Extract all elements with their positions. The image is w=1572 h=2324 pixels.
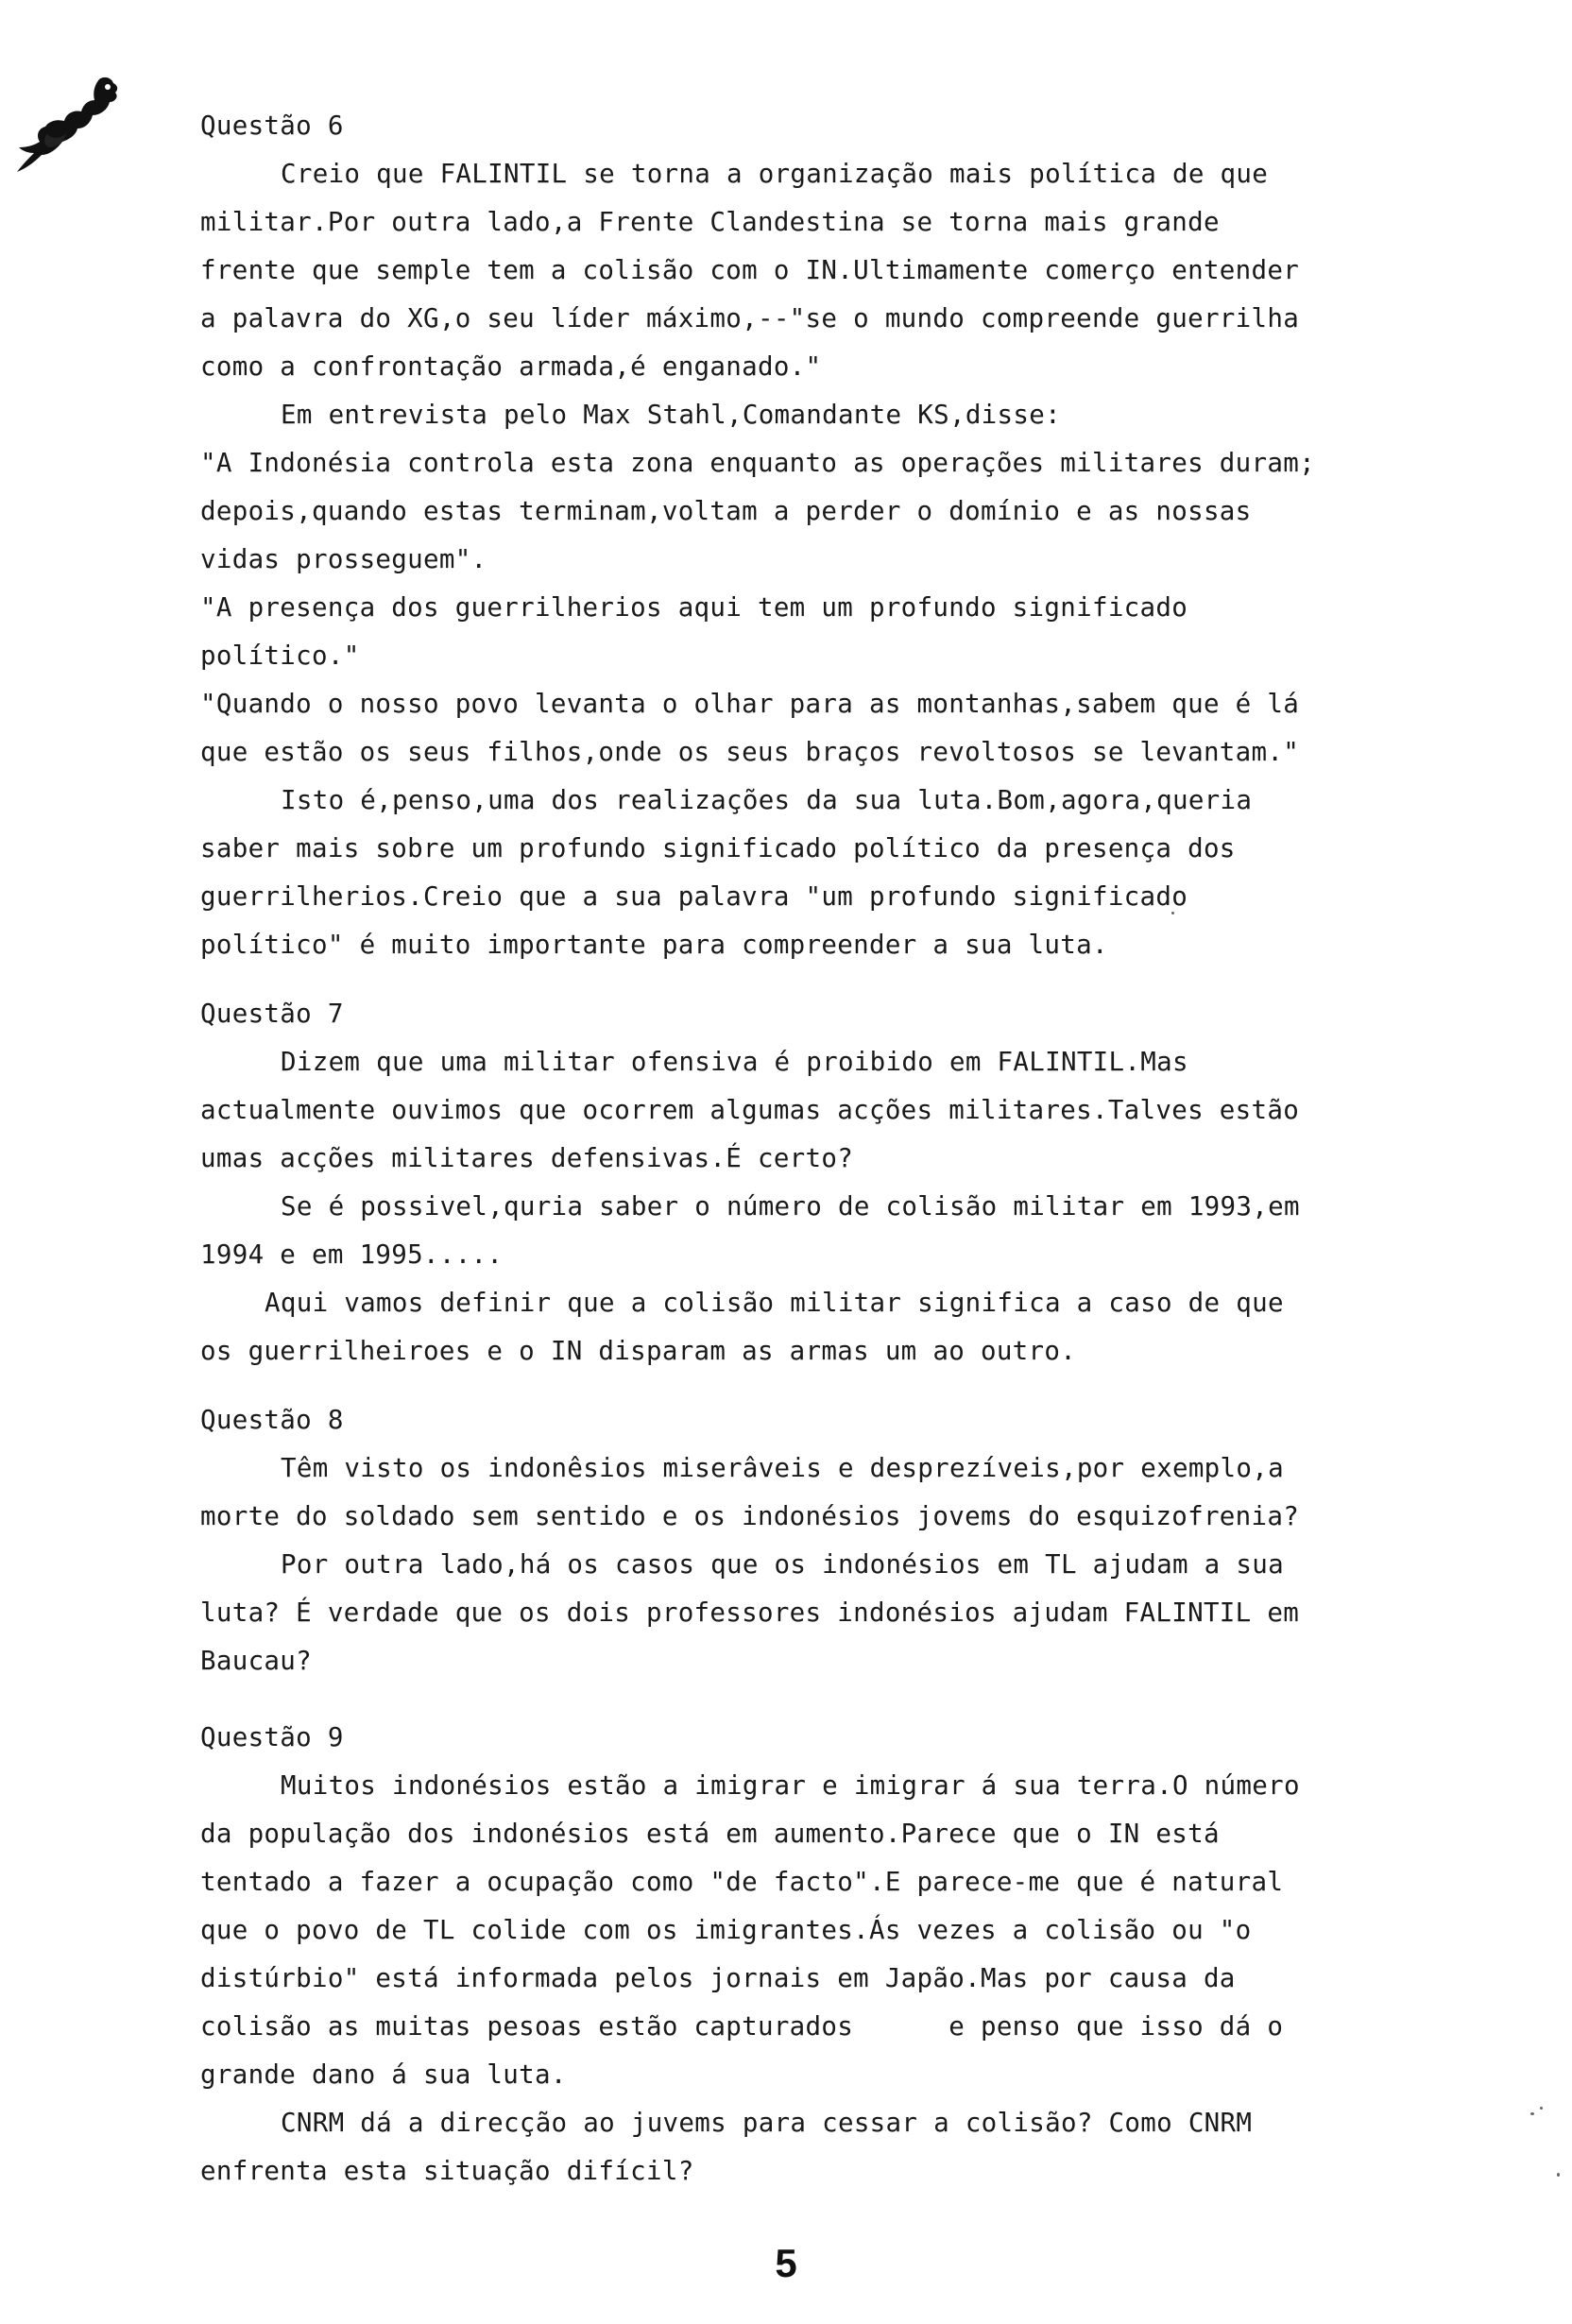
text-line: enfrenta esta situação difícil? (200, 2156, 694, 2186)
text-line: Dizem que uma militar ofensiva é proibido em FALINTIL.Mas (281, 1047, 1188, 1077)
page-number: 5 (775, 2241, 797, 2285)
question-7-heading: Questão 7 (200, 999, 344, 1029)
text-line: actualmente ouvimos que ocorrem algumas acções militares.Talves estão (200, 1095, 1300, 1125)
question-9-paragraph-2 (200, 2099, 1381, 2196)
text-line: distúrbio" está informada pelos jornais em Japão.Mas por causa da (200, 1963, 1236, 1993)
text-line: grande dano á sua luta. (200, 2059, 567, 2090)
text-line: militar.Por outra lado,a Frente Clandestina se torna mais grande (200, 207, 1220, 237)
question-7-paragraph-3 (200, 1279, 1381, 1376)
text-line: "A presença dos guerrilherios aqui tem um profundo significado (200, 592, 1188, 623)
text-line: Por outra lado,há os casos que os indonésios em TL ajudam a sua (281, 1549, 1284, 1580)
text-line: que o povo de TL colide com os imigrantes.Ás vezes a colisão ou "o (200, 1915, 1252, 1945)
text-line: Aqui vamos definir que a colisão militar significa a caso de que (265, 1288, 1284, 1318)
question-6-paragraph-2 (200, 391, 1381, 777)
document-body (200, 102, 1381, 2196)
text-line: Em entrevista pelo Max Stahl,Comandante KS,disse: (281, 400, 1061, 430)
text-line: Baucau? (200, 1646, 312, 1676)
text-line: como a confrontação armada,é enganado." (200, 351, 822, 382)
question-9-heading: Questão 9 (200, 1722, 344, 1752)
text-line: depois,quando estas terminam,voltam a perder o domínio e as nossas (200, 496, 1252, 526)
text-line: político" é muito importante para compreender a sua luta. (200, 930, 1108, 960)
text-line: morte do soldado sem sentido e os indonésios jovems do esquizofrenia? (200, 1501, 1300, 1531)
text-line: que estão os seus filhos,onde os seus braços revoltosos se levantam." (200, 737, 1300, 767)
text-line: Muitos indonésios estão a imigrar e imigrar á sua terra.O número (281, 1770, 1300, 1801)
text-line: tentado a fazer a ocupação como "de facto".E parece-me que é natural (200, 1867, 1284, 1897)
text-line: luta? É verdade que os dois professores indonésios ajudam FALINTIL em (200, 1598, 1300, 1628)
question-7-paragraph-2 (200, 1183, 1381, 1279)
text-line: umas acções militares defensivas.É certo? (200, 1143, 854, 1173)
question-6-paragraph-1 (200, 150, 1381, 391)
text-line: CNRM dá a direcção ao juvems para cessar a colisão? Como CNRM (281, 2108, 1253, 2138)
text-line: colisão as muitas pesoas estão capturados e penso que isso dá o (200, 2011, 1284, 2042)
text-line: político." (200, 641, 360, 671)
question-9-paragraph-1 (200, 1762, 1381, 2099)
text-line: a palavra do XG,o seu líder máximo,--"se o mundo compreende guerrilha (200, 303, 1300, 333)
text-line: da população dos indonésios está em aumento.Parece que o IN está (200, 1819, 1220, 1849)
question-6-paragraph-3 (200, 777, 1381, 969)
text-line: "A Indonésia controla esta zona enquanto as operações militares duram; (200, 448, 1315, 478)
text-line: "Quando o nosso povo levanta o olhar para as montanhas,sabem que é lá (200, 689, 1300, 719)
text-line: saber mais sobre um profundo significado político da presença dos (200, 833, 1236, 863)
text-line: Creio que FALINTIL se torna a organização mais política de que (281, 159, 1269, 189)
text-line: Têm visto os indonêsios miserâveis e desprezíveis,por exemplo,a (281, 1453, 1284, 1483)
text-line: Se é possivel,quria saber o número de colisão militar em 1993,em (281, 1191, 1300, 1222)
text-line: guerrilherios.Creio que a sua palavra "um profundo significado (200, 881, 1188, 912)
question-8-heading: Questão 8 (200, 1405, 344, 1435)
text-line: vidas prosseguem". (200, 544, 487, 574)
question-6-heading: Questão 6 (200, 111, 344, 141)
question-8-paragraph-2 (200, 1541, 1381, 1685)
question-8-paragraph-1 (200, 1444, 1381, 1541)
bird-silhouette-icon (9, 74, 123, 178)
text-line: 1994 e em 1995..... (200, 1239, 504, 1270)
question-7-paragraph-1 (200, 1038, 1381, 1183)
text-line: os guerrilheiroes e o IN disparam as armas um ao outro. (200, 1336, 1077, 1366)
text-line: frente que semple tem a colisão com o IN.Ultimamente comerço entender (200, 255, 1300, 285)
text-line: Isto é,penso,uma dos realizações da sua luta.Bom,agora,queria (281, 785, 1253, 815)
